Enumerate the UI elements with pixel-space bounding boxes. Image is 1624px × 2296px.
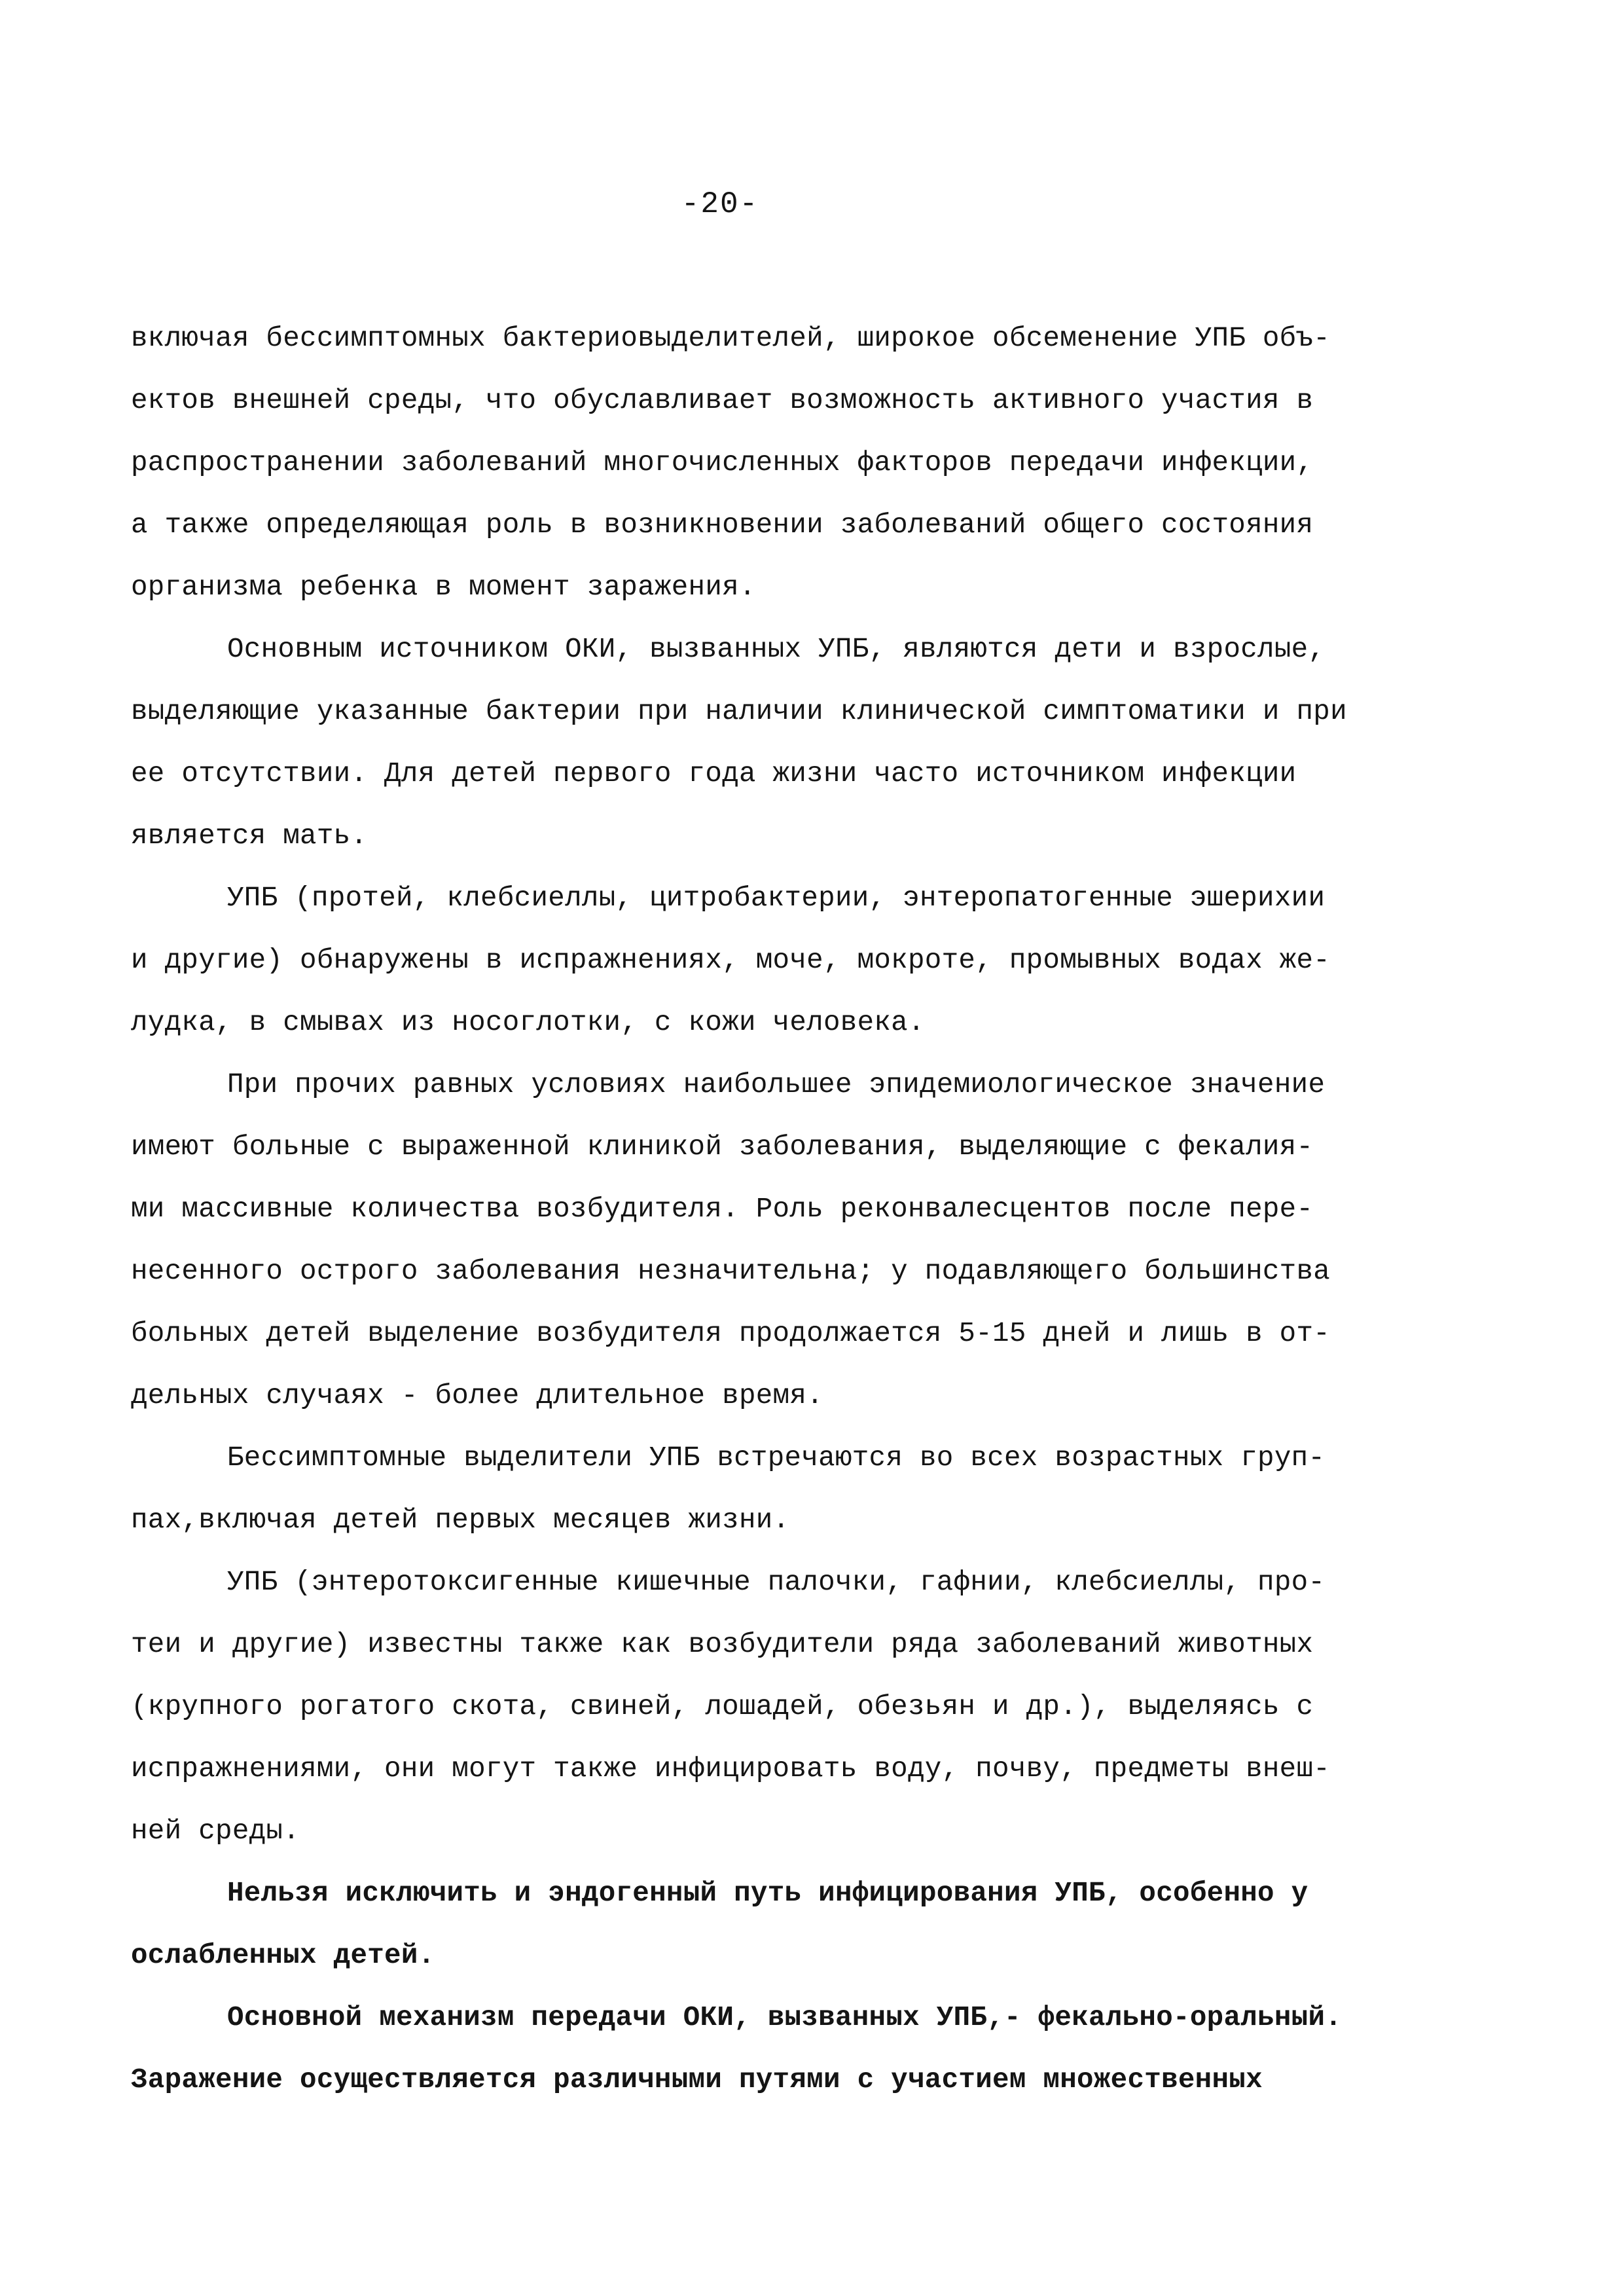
- text-line: УПБ (энтеротоксигенные кишечные палочки, гафнии, клебсиеллы, про-: [227, 1567, 1326, 1598]
- document-body: [131, 308, 1525, 2111]
- text-line: ослабленных детей.: [131, 1940, 435, 1971]
- text-line: дельных случаях - более длительное время.: [131, 1380, 823, 1412]
- text-line: Основной механизм передачи ОКИ, вызванных УПБ,- фекально-оральный.: [227, 2002, 1343, 2033]
- text-line: пах,включая детей первых месяцев жизни.: [131, 1504, 790, 1536]
- text-line: Основным источником ОКИ, вызванных УПБ, являются дети и взрослые,: [227, 634, 1326, 665]
- paragraph-5: [131, 1427, 1525, 1552]
- text-line: испражнениями, они могут также инфицировать воду, почву, предметы внеш-: [131, 1753, 1331, 1785]
- paragraph-1: [131, 308, 1525, 619]
- text-line: При прочих равных условиях наибольшее эпидемиологическое значение: [227, 1069, 1326, 1101]
- text-line: теи и другие) известны также как возбудители ряда заболеваний животных: [131, 1629, 1314, 1660]
- text-line: распространении заболеваний многочисленных факторов передачи инфекции,: [131, 447, 1314, 479]
- text-line: а также определяющая роль в возникновении заболеваний общего состояния: [131, 509, 1314, 541]
- text-line: и другие) обнаружены в испражнениях, моче, мокроте, промывных водах же-: [131, 945, 1331, 976]
- text-line: больных детей выделение возбудителя продолжается 5-15 дней и лишь в от-: [131, 1318, 1331, 1349]
- text-line: Заражение осуществляется различными путями с участием множественных: [131, 2064, 1263, 2096]
- text-line: выделяющие указанные бактерии при наличии клинической симптоматики и при: [131, 696, 1347, 727]
- text-line: ектов внешней среды, что обуславливает возможность активного участия в: [131, 385, 1314, 416]
- text-line: ней среды.: [131, 1815, 300, 1847]
- text-line: Бессимптомные выделители УПБ встречаются во всех возрастных груп-: [227, 1442, 1326, 1474]
- page-number: -20-: [681, 187, 759, 221]
- paragraph-8: [131, 1987, 1525, 2111]
- text-line: является мать.: [131, 820, 368, 852]
- text-line: несенного острого заболевания незначительна; у подавляющего большинства: [131, 1256, 1331, 1287]
- text-line: Нельзя исключить и эндогенный путь инфицирования УПБ, особенно у: [227, 1878, 1308, 1909]
- text-line: включая бессимптомных бактериовыделителей, широкое обсеменение УПБ объ-: [131, 323, 1331, 354]
- text-line: организма ребенка в момент заражения.: [131, 572, 756, 603]
- text-line: имеют больные с выраженной клиникой заболевания, выделяющие с фекалия-: [131, 1131, 1314, 1163]
- text-line: (крупного рогатого скота, свиней, лошадей, обезьян и др.), выделяясь с: [131, 1691, 1314, 1722]
- paragraph-2: [131, 619, 1525, 867]
- text-line: ее отсутствии. Для детей первого года жизни часто источником инфекции: [131, 758, 1297, 790]
- paragraph-4: [131, 1054, 1525, 1427]
- text-line: УПБ (протей, клебсиеллы, цитробактерии, энтеропатогенные эшерихии: [227, 883, 1326, 914]
- paragraph-3: [131, 867, 1525, 1054]
- paragraph-7: [131, 1863, 1525, 1987]
- text-line: ми массивные количества возбудителя. Роль реконвалесцентов после пере-: [131, 1194, 1314, 1225]
- text-line: лудка, в смывах из носоглотки, с кожи человека.: [131, 1007, 925, 1038]
- paragraph-6: [131, 1552, 1525, 1863]
